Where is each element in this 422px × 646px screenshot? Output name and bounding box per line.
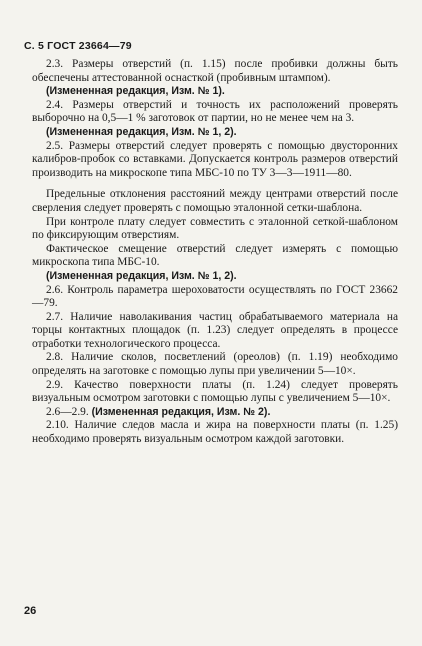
paragraph-actual-offset: Фактическое смещение отверстий следует измерять с помощью микроскопа типа МБС-10. (32, 242, 398, 269)
paragraph-2-4: 2.4. Размеры отверстий и точность их расположений проверять выборочно на 0,5—1 % заготовок от партии, но не менее чем на 3. (32, 98, 398, 125)
page-number: 26 (24, 605, 37, 617)
paragraph-2-9: 2.9. Качество поверхности платы (п. 1.24) следует проверять визуальным осмотром заготовки с помощью лупы с увеличением 5—10×. (32, 378, 398, 405)
paragraph-2-6-2-9-amendment (32, 406, 398, 420)
clause-range: 2.6—2.9. (46, 405, 89, 418)
amendment-note: (Измененная редакция, Изм. № 1, 2). (46, 125, 237, 138)
amendment-note: (Измененная редакция, Изм. № 1, 2). (46, 269, 237, 282)
page-header: С. 5 ГОСТ 23664—79 (24, 40, 132, 52)
paragraph-deviations: Предельные отклонения расстояний между центрами отверстий после сверления следует проверять с помощью эталонной сетки-шаблона. (32, 188, 398, 214)
paragraph-2-10: 2.10. Наличие следов масла и жира на поверхности платы (п. 1.25) необходимо проверять визуальным осмотром каждой заготовки. (32, 419, 398, 446)
amendment-note: (Измененная редакция, Изм. № 1). (46, 85, 225, 98)
paragraph-2-8: 2.8. Наличие сколов, посветлений (ореолов) (п. 1.19) необходимо определять на заготовке с помощью лупы при увеличении 5—10×. (32, 351, 398, 378)
paragraph-2-7: 2.7. Наличие наволакивания частиц обрабатываемого материала на торцы контактных площадок (п. 1.23) следует определять в процессе отработки технологического процесса. (32, 310, 398, 350)
document-body (32, 58, 398, 447)
paragraph-control: При контроле плату следует совместить с эталонной сеткой-шаблоном по фиксирующим отверстиям. (32, 215, 398, 242)
amendment-note: (Измененная редакция, Изм. № 2). (91, 405, 271, 418)
paragraph-2-6: 2.6. Контроль параметра шероховатости осуществлять по ГОСТ 23662—79. (32, 283, 398, 310)
paragraph-2-3: 2.3. Размеры отверстий (п. 1.15) после пробивки должны быть обеспечены аттестованной оснасткой (пробивным штампом). (32, 58, 398, 84)
paragraph-2-5: 2.5. Размеры отверстий следует проверять с помощью двусторонних калибров-пробок со вставками. Допускается контроль размеров отверстий производить на микроскопе типа МБС-10 по ТУ 3—3—1911—80. (32, 139, 398, 179)
